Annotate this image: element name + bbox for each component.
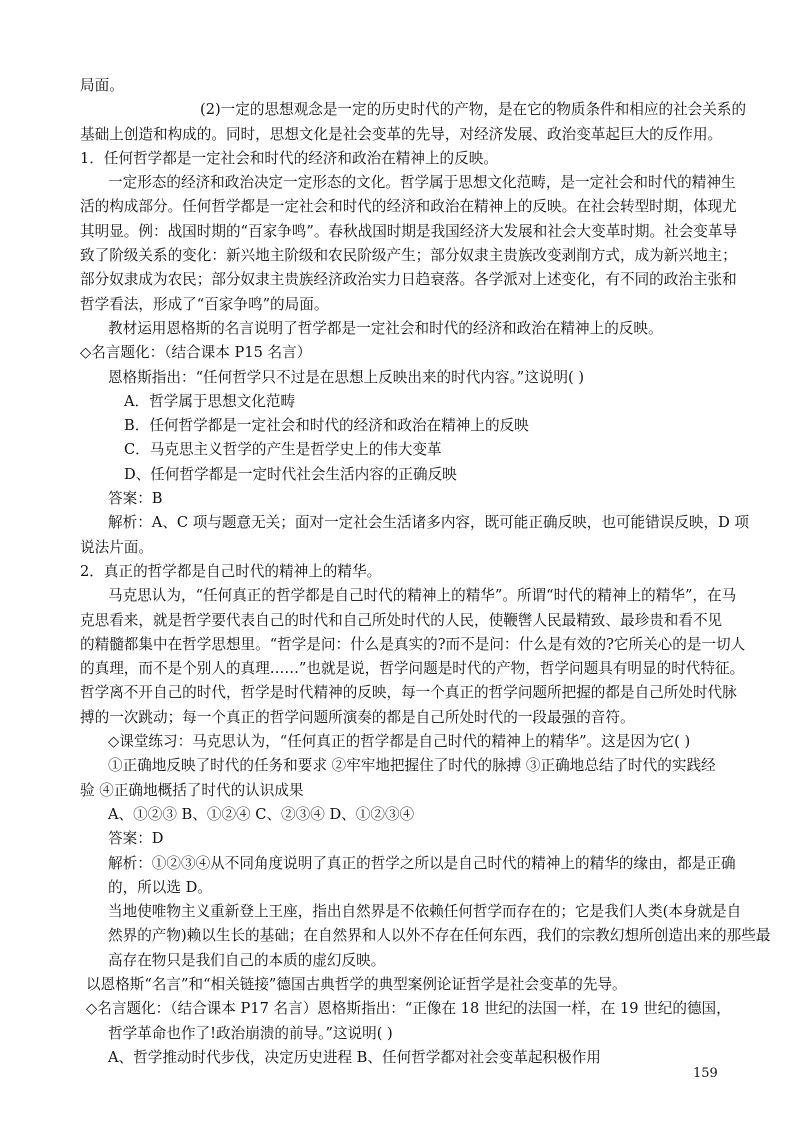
text-line: 的真理，而不是个别人的真理……”也就是说，哲学问题是时代的产物，哲学问题具有明显的时代特征。 <box>80 660 745 678</box>
text-line: A、①②③ B、①②④ C、②③④ D、①②③④ <box>108 805 415 823</box>
text-line: C．马克思主义哲学的产生是哲学史上的伟大变革 <box>124 441 442 459</box>
text-line: B．任何哲学都是一定社会和时代的经济和政治在精神上的反映 <box>124 417 529 435</box>
text-line: 活的构成部分。任何哲学都是一定社会和时代的经济和政治在精神上的反映。在社会转型时期，体现尤 <box>80 198 737 216</box>
text-line: 恩格斯指出：“任何哲学只不过是在思想上反映出来的时代内容。”这说明( ) <box>108 368 585 386</box>
text-line: 局面。 <box>80 77 124 94</box>
text-line: 哲学革命也作了!政治崩溃的前导。”这说明( ) <box>108 1024 393 1042</box>
text-line: 的精髓都集中在哲学思想里。“哲学是问：什么是真实的?而不是问：什么是有效的?它所关心的是一切人 <box>80 635 746 653</box>
text-line: 然界的产物)赖以生长的基础；在自然界和人以外不存在任何东西，我们的宗教幻想所创造出来的那些最 <box>108 927 771 945</box>
text-line: 教材运用恩格斯的名言说明了哲学都是一定社会和时代的经济和政治在精神上的反映。 <box>108 319 663 337</box>
text-line: 哲学看法，形成了“百家争鸣”的局面。 <box>80 295 329 313</box>
text-line: D、任何哲学都是一定时代社会生活内容的正确反映 <box>124 465 457 483</box>
text-line: 答案：D <box>108 830 164 848</box>
text-line: 马克思认为，“任何真正的哲学都是自己时代的精神上的精华”。所谓“时代的精神上的精华”，在马 <box>108 587 737 605</box>
text-line: 搏的一次跳动；每一个真正的哲学问题所演奏的都是自己所处时代的一段最强的音符。 <box>80 708 635 726</box>
text-line: 验 ④正确地概括了时代的认识成果 <box>80 781 304 799</box>
text-line: 致了阶级关系的变化：新兴地主阶级和农民阶级产生；部分奴隶主贵族改变剥削方式，成为新兴地主； <box>80 247 737 265</box>
text-line: 说法片面。 <box>80 538 153 556</box>
text-line: 解析：①②③④从不同角度说明了真正的哲学之所以是自己时代的精神上的精华的缘由，都是正确 <box>108 854 736 872</box>
text-line: ①正确地反映了时代的任务和要求 ②牢牢地把握住了时代的脉搏 ③正确地总结了时代的实践经 <box>108 757 716 775</box>
text-line: 其明显。例：战国时期的“百家争鸣”。春秋战国时期是我国经济大发展和社会大变革时期。社会变革导 <box>80 222 738 240</box>
text-line: 1．任何哲学都是一定社会和时代的经济和政治在精神上的反映。 <box>80 149 498 167</box>
text-line: 克思看来，就是哲学要代表自己的时代和自己所处时代的人民，使鞭辔人民最精致、最珍贵和看不见 <box>80 611 723 629</box>
text-line: 解析：A、C 项与题意无关；面对一定社会生活诸多内容，既可能正确反映，也可能错误反映，D 项 <box>108 514 750 532</box>
text-line: 当地使唯物主义重新登上王座，指出自然界是不依赖任何哲学而存在的；它是我们人类(本身就是自 <box>108 903 742 921</box>
text-line: 基础上创造和构成的。同时，思想文化是社会变革的先导，对经济发展、政治变革起巨大的反作用。 <box>80 125 723 143</box>
text-line: 答案：B <box>108 490 163 508</box>
page-number: 159 <box>693 1066 718 1081</box>
text-line: 一定形态的经济和政治决定一定形态的文化。哲学属于思想文化范畴，是一定社会和时代的精神生 <box>108 174 736 192</box>
document-body <box>80 74 771 1070</box>
text-line: ◇名言题化：（结合课本 P17 名言）恩格斯指出：“正像在 18 世纪的法国一样，在 19 世纪的德国， <box>86 1000 731 1018</box>
text-line: ◇名言题化：（结合课本 P15 名言） <box>80 344 312 362</box>
text-line: 哲学离不开自己的时代，哲学是时代精神的反映，每一个真正的哲学问题所把握的都是自己所处时代脉 <box>80 684 737 702</box>
text-line: 部分奴隶成为农民；部分奴隶主贵族经济政治实力日趋衰落。各学派对上述变化，有不同的政治主张和 <box>80 271 737 289</box>
text-line: 2．真正的哲学都是自己时代的精神上的精华。 <box>80 562 382 580</box>
text-line: (2)一定的思想观念是一定的历史时代的产物，是在它的物质条件和相应的社会关系的 <box>200 101 747 119</box>
text-line: 以恩格斯“名言”和“相关链接”德国古典哲学的典型案例论证哲学是社会变革的先导。 <box>86 975 627 993</box>
text-line: A．哲学属于思想文化范畴 <box>124 392 296 410</box>
text-line: A、哲学推动时代步伐，决定历史进程 B、任何哲学都对社会变革起积极作用 <box>108 1048 601 1066</box>
text-line: 的，所以选 D。 <box>108 878 212 896</box>
text-line: 高存在物只是我们自己的本质的虚幻反映。 <box>108 951 386 969</box>
text-line: ◇课堂练习：马克思认为，“任何真正的哲学都是自己时代的精神上的精华”。这是因为它( ) <box>108 733 691 751</box>
paragraph-lines <box>80 74 771 1070</box>
